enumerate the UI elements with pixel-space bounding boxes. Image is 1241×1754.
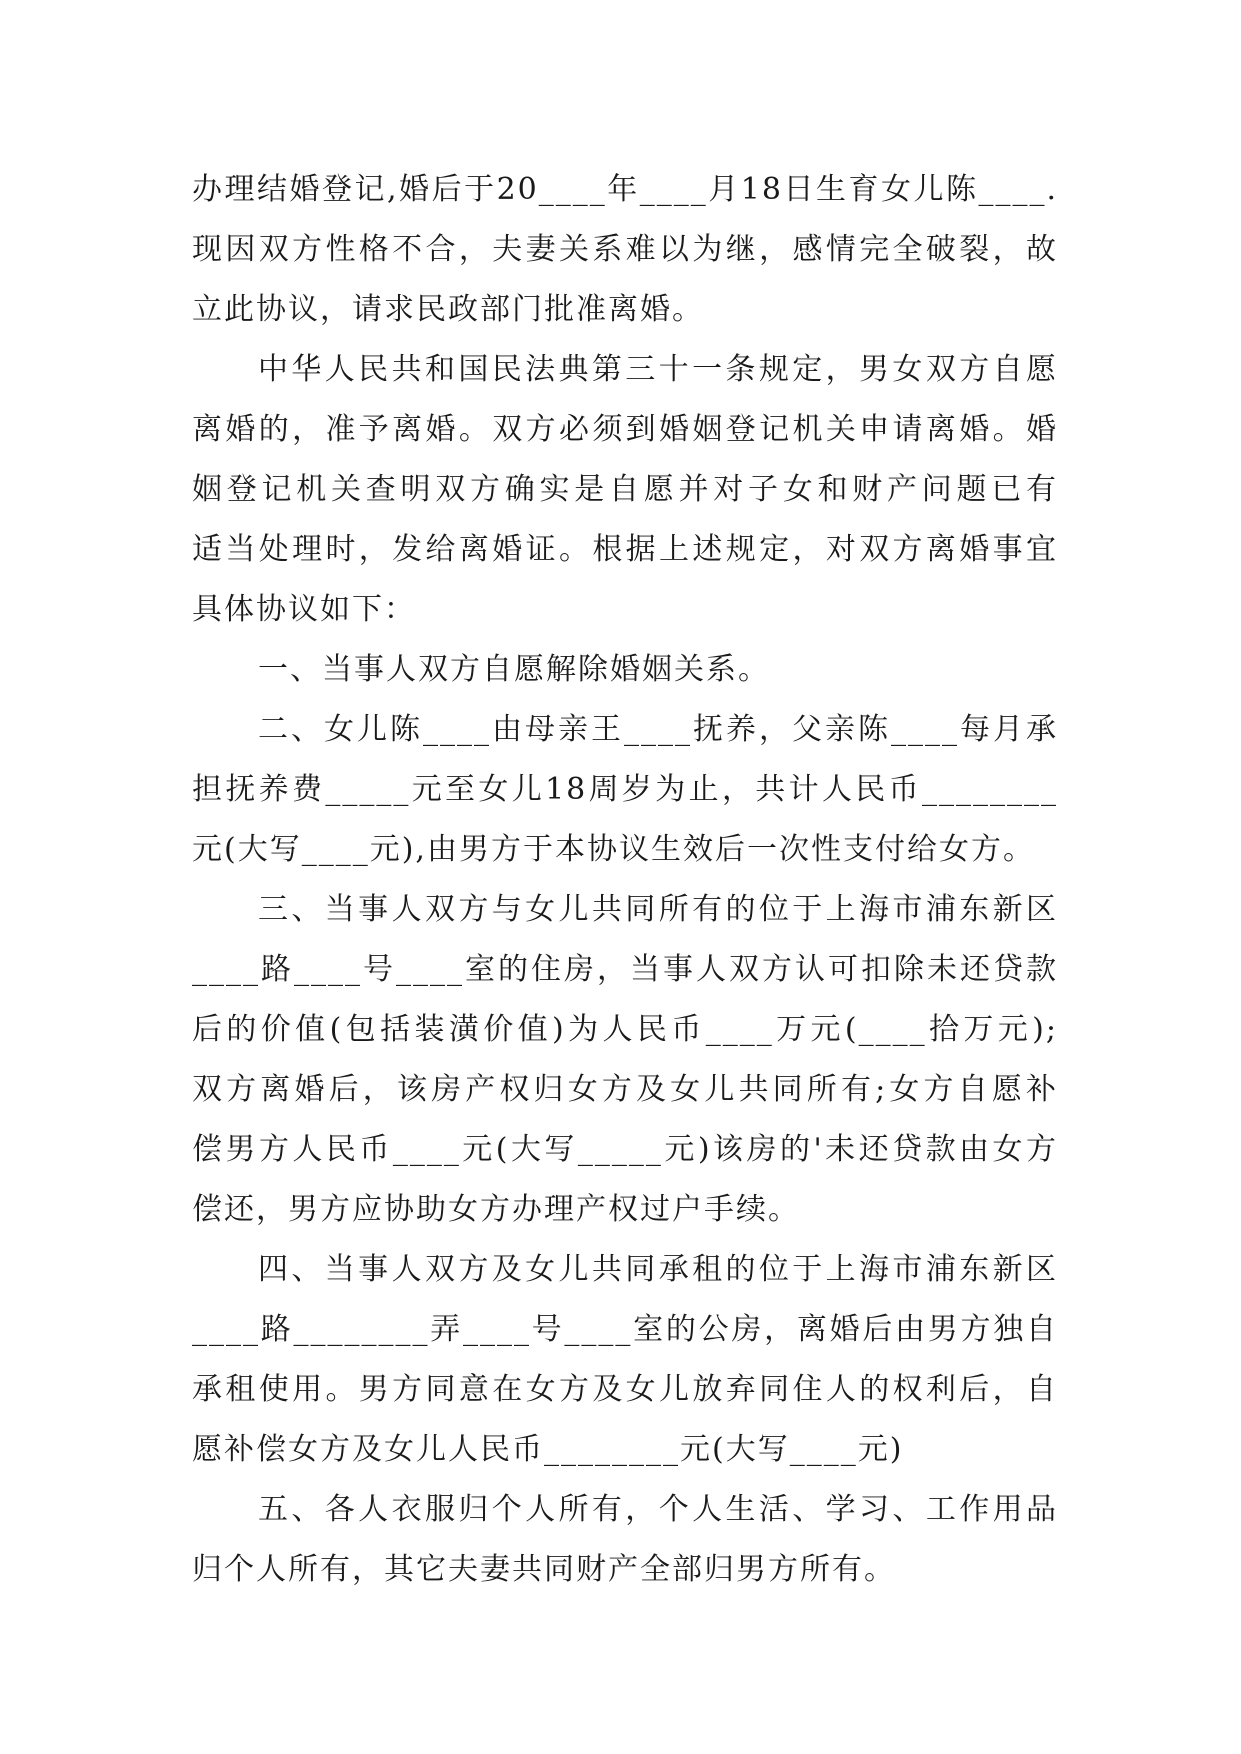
text-line: 三、当事人双方与女儿共同所有的位于上海市浦东新区 xyxy=(258,892,1058,927)
text-line: 归个人所有，其它夫妻共同财产全部归男方所有。 xyxy=(192,1552,896,1587)
text-line: 偿还，男方应协助女方办理产权过户手续。 xyxy=(192,1192,800,1227)
paragraph-marriage-background xyxy=(192,160,1058,340)
clause-5 xyxy=(192,1480,1058,1600)
text-line: 办理结婚登记,婚后于20____年____月18日生育女儿陈____. xyxy=(192,172,1058,207)
text-line: 后的价值(包括装潢价值)为人民币____万元(____拾万元); xyxy=(192,1012,1058,1047)
text-line: 四、当事人双方及女儿共同承租的位于上海市浦东新区 xyxy=(258,1252,1058,1287)
text-line: 二、女儿陈____由母亲王____抚养，父亲陈____每月承 xyxy=(258,712,1058,747)
paragraph-legal-basis xyxy=(192,340,1058,640)
text-line: 现因双方性格不合，夫妻关系难以为继，感情完全破裂，故 xyxy=(192,232,1058,267)
clause-1 xyxy=(192,640,1058,700)
text-line: 离婚的，准予离婚。双方必须到婚姻登记机关申请离婚。婚 xyxy=(192,412,1058,447)
document-body xyxy=(192,160,1058,1600)
clause-3 xyxy=(192,880,1058,1240)
text-line: 元(大写____元),由男方于本协议生效后一次性支付给女方。 xyxy=(192,832,1035,867)
text-line: 承租使用。男方同意在女方及女儿放弃同住人的权利后，自 xyxy=(192,1372,1058,1407)
text-line: 姻登记机关查明双方确实是自愿并对子女和财产问题已有 xyxy=(192,472,1058,507)
text-line: 愿补偿女方及女儿人民币________元(大写____元) xyxy=(192,1432,904,1467)
text-line: 双方离婚后，该房产权归女方及女儿共同所有;女方自愿补 xyxy=(192,1072,1058,1107)
text-line: ____路________弄____号____室的公房，离婚后由男方独自 xyxy=(192,1312,1058,1347)
text-line: 适当处理时，发给离婚证。根据上述规定，对双方离婚事宜 xyxy=(192,532,1058,567)
text-line: 立此协议，请求民政部门批准离婚。 xyxy=(192,292,704,327)
text-line: 一、当事人双方自愿解除婚姻关系。 xyxy=(258,652,770,687)
text-line: 五、各人衣服归个人所有，个人生活、学习、工作用品 xyxy=(258,1492,1058,1527)
text-line: 具体协议如下： xyxy=(192,592,416,627)
text-line: 担抚养费_____元至女儿18周岁为止，共计人民币________ xyxy=(192,772,1058,807)
text-line: 偿男方人民币____元(大写_____元)该房的'未还贷款由女方 xyxy=(192,1132,1058,1167)
text-line: ____路____号____室的住房，当事人双方认可扣除未还贷款 xyxy=(192,952,1058,987)
clause-2 xyxy=(192,700,1058,880)
clause-4 xyxy=(192,1240,1058,1480)
text-line: 中华人民共和国民法典第三十一条规定，男女双方自愿 xyxy=(258,352,1058,387)
